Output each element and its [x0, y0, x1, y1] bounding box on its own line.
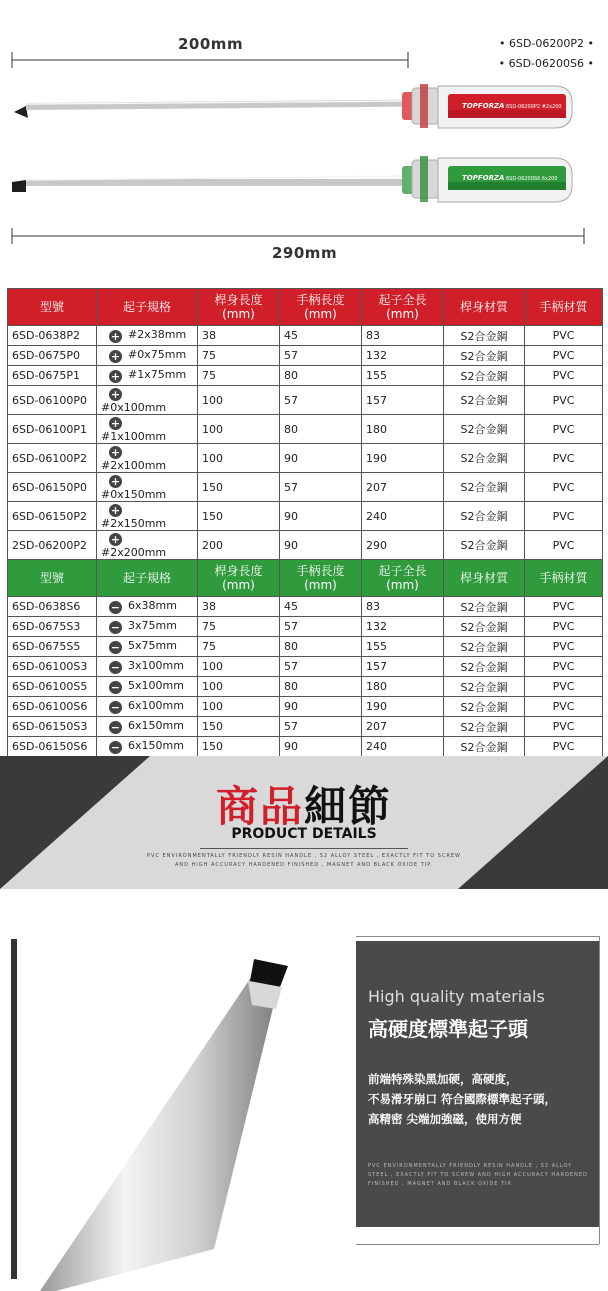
handle-material-cell: PVC [525, 473, 603, 502]
shaft-length-cell: 38 [198, 326, 280, 346]
table-row [8, 657, 603, 677]
shaft-material-cell: S2合金鋼 [444, 366, 525, 386]
handle-length-cell: 90 [280, 444, 362, 473]
product-details-banner [0, 756, 608, 889]
phillips-icon: + [110, 417, 121, 430]
spec-cell: +#0x150mm [97, 473, 198, 502]
handle-material-cell: PVC [525, 617, 603, 637]
feature-line-1: 前端特殊染黑加硬，高硬度， [368, 1072, 518, 1086]
model-cell: 6SD-0675S3 [8, 617, 97, 637]
model-red: • 6SD-06200P2 • [498, 37, 594, 50]
handle-length-cell: 57 [280, 617, 362, 637]
shaft-material-cell: S2合金鋼 [444, 531, 525, 560]
shaft-length-cell: 75 [198, 637, 280, 657]
total-length-cell: 207 [362, 473, 444, 502]
phillips-icon: + [110, 330, 121, 343]
column-header: 手柄材質 [525, 289, 603, 326]
dimension-line-200 [12, 52, 408, 68]
feature-box [356, 941, 599, 1227]
shaft-material-cell: S2合金鋼 [444, 346, 525, 366]
column-header: 桿身長度 (mm) [198, 560, 280, 597]
shaft-length-cell: 200 [198, 531, 280, 560]
feature-paragraph [368, 1069, 598, 1129]
table-row [8, 637, 603, 657]
total-length-cell: 180 [362, 415, 444, 444]
banner-title-black: 細節 [304, 782, 393, 831]
handle-material-cell: PVC [525, 531, 603, 560]
shaft-material-cell: S2合金鋼 [444, 617, 525, 637]
feature-line-3: 高精密 尖端加強磁，使用方便 [368, 1112, 522, 1126]
total-length-cell: 157 [362, 657, 444, 677]
column-header: 桿身長度 (mm) [198, 289, 280, 326]
spec-cell: − 6x150mm [97, 717, 198, 737]
total-length-cell: 155 [362, 637, 444, 657]
slotted-icon: − [110, 601, 121, 614]
column-header: 起子全長 (mm) [362, 289, 444, 326]
handle-length-cell: 80 [280, 677, 362, 697]
spec-cell: − 6x100mm [97, 697, 198, 717]
spec-cell: − 3x75mm [97, 617, 198, 637]
total-length-cell: 83 [362, 597, 444, 617]
handle-material-cell: PVC [525, 502, 603, 531]
handle-length-cell: 57 [280, 473, 362, 502]
spec-cell: +#2x150mm [97, 502, 198, 531]
model-cell: 6SD-06100P2 [8, 444, 97, 473]
slotted-icon: − [110, 741, 121, 754]
slotted-icon: − [110, 701, 121, 714]
column-header: 起子規格 [97, 289, 198, 326]
table-row [8, 473, 603, 502]
handle-material-cell: PVC [525, 677, 603, 697]
column-header: 型號 [8, 289, 97, 326]
phillips-icon: + [110, 370, 121, 383]
table-row [8, 737, 603, 757]
column-header: 手柄材質 [525, 560, 603, 597]
shaft-material-cell: S2合金鋼 [444, 717, 525, 737]
table-row [8, 346, 603, 366]
phillips-icon: + [110, 388, 121, 401]
feature-en-title: High quality materials [368, 987, 545, 1006]
table-header-row [8, 289, 603, 326]
column-header: 起子規格 [97, 560, 198, 597]
total-length-cell: 157 [362, 386, 444, 415]
screwdrivers-illustration [0, 0, 608, 278]
shaft-material-cell: S2合金鋼 [444, 697, 525, 717]
model-cell: 6SD-06150P2 [8, 502, 97, 531]
model-cell: 6SD-06100S3 [8, 657, 97, 677]
total-length-cell: 190 [362, 444, 444, 473]
feature-zh-title: 高硬度標準起子頭 [368, 1017, 528, 1041]
handle-material-cell: PVC [525, 597, 603, 617]
handle-length-cell: 57 [280, 346, 362, 366]
shaft-material-cell: S2合金鋼 [444, 326, 525, 346]
model-cell: 6SD-06100P1 [8, 415, 97, 444]
shaft-length-cell: 150 [198, 717, 280, 737]
total-length-cell: 207 [362, 717, 444, 737]
shaft-material-cell: S2合金鋼 [444, 386, 525, 415]
spec-cell: − 6x38mm [97, 597, 198, 617]
spec-cell: + #2x38mm [97, 326, 198, 346]
table-header-row [8, 560, 603, 597]
shaft-material-cell: S2合金鋼 [444, 637, 525, 657]
slotted-icon: − [110, 681, 121, 694]
handle-material-cell: PVC [525, 737, 603, 757]
table-row [8, 326, 603, 346]
phillips-icon: + [110, 446, 121, 459]
handle-material-cell: PVC [525, 415, 603, 444]
column-header: 起子全長 (mm) [362, 560, 444, 597]
model-cell: 6SD-06150S6 [8, 737, 97, 757]
model-cell: 6SD-0675S5 [8, 637, 97, 657]
column-header: 型號 [8, 560, 97, 597]
phillips-icon: + [110, 350, 121, 363]
shaft-length-cell: 75 [198, 366, 280, 386]
total-length-cell: 190 [362, 697, 444, 717]
total-length-cell: 180 [362, 677, 444, 697]
total-length-cell: 83 [362, 326, 444, 346]
shaft-material-cell: S2合金鋼 [444, 502, 525, 531]
total-length-cell: 132 [362, 346, 444, 366]
shaft-length-cell: 100 [198, 657, 280, 677]
handle-length-cell: 90 [280, 737, 362, 757]
handle-length-cell: 45 [280, 326, 362, 346]
dimension-200: 200mm [178, 35, 244, 53]
brand-green: TOPFORZA [462, 174, 505, 182]
shaft-material-cell: S2合金鋼 [444, 737, 525, 757]
shaft-length-cell: 75 [198, 617, 280, 637]
shaft-length-cell: 38 [198, 597, 280, 617]
model-cell: 6SD-06100S5 [8, 677, 97, 697]
shaft-length-cell: 75 [198, 346, 280, 366]
banner-small-text [0, 852, 608, 870]
table-row [8, 617, 603, 637]
column-header: 桿身材質 [444, 289, 525, 326]
handle-material-cell: PVC [525, 326, 603, 346]
handle-length-cell: 90 [280, 502, 362, 531]
brand-red: TOPFORZA [462, 102, 505, 110]
shaft-length-cell: 100 [198, 415, 280, 444]
shaft-length-cell: 100 [198, 386, 280, 415]
shaft-length-cell: 100 [198, 697, 280, 717]
handle-length-cell: 57 [280, 717, 362, 737]
table-row [8, 697, 603, 717]
handle-material-cell: PVC [525, 657, 603, 677]
handle-length-cell: 45 [280, 597, 362, 617]
shaft-material-cell: S2合金鋼 [444, 657, 525, 677]
total-length-cell: 290 [362, 531, 444, 560]
model-cell: 6SD-06100S6 [8, 697, 97, 717]
shaft-material-cell: S2合金鋼 [444, 473, 525, 502]
banner-title-red: 商品 [215, 782, 304, 831]
table-row [8, 677, 603, 697]
shaft-length-cell: 100 [198, 677, 280, 697]
shaft-length-cell: 150 [198, 502, 280, 531]
spec-cell: − 3x100mm [97, 657, 198, 677]
shaft-material-cell: S2合金鋼 [444, 444, 525, 473]
table-row [8, 597, 603, 617]
shaft-length-cell: 150 [198, 473, 280, 502]
spec-cell: +#2x100mm [97, 444, 198, 473]
model-cell: 6SD-0675P0 [8, 346, 97, 366]
column-header: 桿身材質 [444, 560, 525, 597]
spec-cell: +#0x100mm [97, 386, 198, 415]
handle-text-red: 6SD-06200P2 #2x200 [506, 104, 562, 110]
handle-material-cell: PVC [525, 366, 603, 386]
slotted-icon: − [110, 661, 121, 674]
banner-title [0, 774, 608, 834]
model-cell: 6SD-06150S3 [8, 717, 97, 737]
shaft-length-cell: 150 [198, 737, 280, 757]
slotted-icon: − [110, 621, 121, 634]
banner-small-line-1: PVC ENVIRONMENTALLY FRIENDLY RESIN HANDLE , S2 ALLOY STEEL , EXACTLY FIT TO SCREW [147, 853, 461, 859]
feature-tiny-text: PVC ENVIRONMENTALLY FRIENDLY RESIN HANDLE , S2 ALLOY STEEL , EXACTLY FIT TO SCREW AND HIGH ACCURACY HARDENED FINISHED , MAGNET AND BLACK OXIDE TIP. [368, 1163, 588, 1187]
model-green: • 6SD-06200S6 • [498, 57, 594, 70]
dimension-290: 290mm [272, 244, 338, 262]
handle-length-cell: 80 [280, 637, 362, 657]
shaft-length-cell: 100 [198, 444, 280, 473]
feature-line-2: 不易滑牙崩口 符合國際標準起子頭， [368, 1092, 557, 1106]
spec-cell: − 5x100mm [97, 677, 198, 697]
spec-cell: +#2x200mm [97, 531, 198, 560]
spec-table [7, 288, 603, 777]
shaft-material-cell: S2合金鋼 [444, 597, 525, 617]
column-header: 手柄長度 (mm) [280, 560, 362, 597]
phillips-icon: + [110, 504, 121, 517]
shaft-material-cell: S2合金鋼 [444, 677, 525, 697]
handle-text-green: 6SD-06200S6 6x200 [506, 176, 558, 182]
table-row [8, 444, 603, 473]
banner-subtitle: PRODUCT DETAILS [231, 826, 377, 842]
column-header: 手柄長度 (mm) [280, 289, 362, 326]
handle-material-cell: PVC [525, 444, 603, 473]
handle-length-cell: 80 [280, 415, 362, 444]
spec-cell: + #0x75mm [97, 346, 198, 366]
spec-cell: + #1x75mm [97, 366, 198, 386]
handle-length-cell: 90 [280, 531, 362, 560]
table-row [8, 502, 603, 531]
handle-material-cell: PVC [525, 346, 603, 366]
model-cell: 6SD-0675P1 [8, 366, 97, 386]
table-row [8, 415, 603, 444]
handle-length-cell: 80 [280, 366, 362, 386]
handle-material-cell: PVC [525, 637, 603, 657]
model-cell: 6SD-06150P0 [8, 473, 97, 502]
handle-length-cell: 57 [280, 657, 362, 677]
product-image-section [0, 0, 608, 278]
slotted-icon: − [110, 641, 121, 654]
slotted-icon: − [110, 721, 121, 734]
dimension-line-290 [12, 228, 584, 244]
handle-length-cell: 57 [280, 386, 362, 415]
total-length-cell: 240 [362, 737, 444, 757]
handle-length-cell: 90 [280, 697, 362, 717]
spec-cell: +#1x100mm [97, 415, 198, 444]
table-row [8, 386, 603, 415]
banner-divider [200, 848, 408, 849]
handle-material-cell: PVC [525, 697, 603, 717]
total-length-cell: 240 [362, 502, 444, 531]
model-cell: 6SD-0638S6 [8, 597, 97, 617]
phillips-icon: + [110, 533, 121, 546]
handle-material-cell: PVC [525, 717, 603, 737]
model-cell: 2SD-06200P2 [8, 531, 97, 560]
shaft-material-cell: S2合金鋼 [444, 415, 525, 444]
model-cell: 6SD-06100P0 [8, 386, 97, 415]
table-row [8, 531, 603, 560]
detail-section [0, 889, 608, 1291]
table-row [8, 366, 603, 386]
table-row [8, 717, 603, 737]
spec-cell: − 5x75mm [97, 637, 198, 657]
total-length-cell: 155 [362, 366, 444, 386]
spec-cell: − 6x150mm [97, 737, 198, 757]
banner-small-line-2: AND HIGH ACCURACY HARDENED FINISHED , MAGNET AND BLACK OXIDE TIP. [174, 862, 434, 868]
phillips-icon: + [110, 475, 121, 488]
model-cell: 6SD-0638P2 [8, 326, 97, 346]
handle-material-cell: PVC [525, 386, 603, 415]
total-length-cell: 132 [362, 617, 444, 637]
